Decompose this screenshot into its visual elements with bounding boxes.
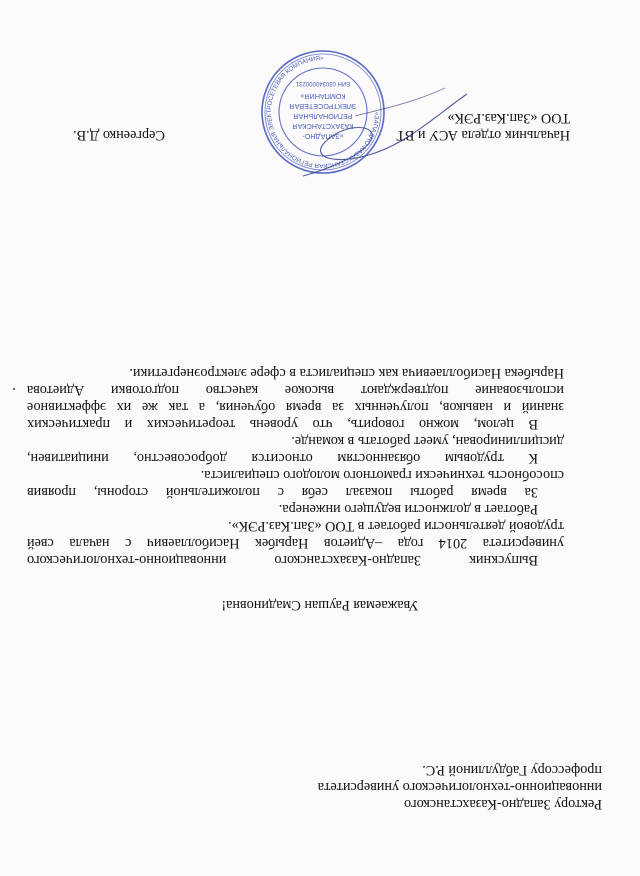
- body-line: Выпускник Западно-Казахстанского инновационно-технологического: [27, 552, 538, 568]
- seal-center-text: РЕГИОНАЛЬНАЯ: [293, 112, 353, 121]
- addressee-line: профессору Габдуллиной Р.С.: [422, 762, 602, 778]
- seal-ring-text: «ЗАПАДНО-КАЗАХСТАНСКАЯ РЕГИОНАЛЬНАЯ ЭЛЕКТРОСЕТЕВАЯ КОМПАНИЯ»: [265, 54, 381, 170]
- addressee-line: инновационно-технологического университета: [317, 779, 602, 795]
- body-line: За время работы показал себя с положительной стороны, проявив: [27, 484, 538, 500]
- body-line: знаний и навыков, полученных за время обучения, а так же их эффективное: [27, 399, 564, 415]
- body-line: способность технически грамотного молодого специалиста.: [200, 467, 564, 483]
- body-line: университета 2014 года –Адиетов Нарыбек Насиболлаевич с начала свей: [27, 535, 564, 551]
- signer-title-line: ТОО «Зап.Каз.РЭК»: [447, 110, 570, 126]
- seal-center-text: КОМПАНИЯ»: [300, 92, 346, 101]
- letter-body: [27, 364, 564, 568]
- body-line: Работает в должности ведущего инженера.: [278, 501, 538, 517]
- body-line: трудовой деятельности работает в ТОО «Зап.Каз.РЭК».: [228, 518, 564, 534]
- seal-bin-text: БИН 030340000231: [295, 80, 351, 86]
- seal-center-text: КАЗАХСТАНСКАЯ: [292, 122, 354, 131]
- scan-speck: [13, 388, 15, 390]
- body-line: дисциплинирован, умеет работать в команде.: [291, 433, 564, 449]
- signer-title-line: Начальник отдела АСУ и ВТ: [396, 127, 570, 143]
- addressee-line: Ректору Западно-Казахстанского: [404, 796, 602, 812]
- addressee-block: [302, 761, 602, 812]
- salutation: Уважаемая Раушан Смадиновна!: [221, 597, 419, 613]
- body-line: К трудовым обязанностям относится добросовестно, инициативен,: [27, 450, 538, 466]
- seal-center-text: ЭЛЕКТРОСЕТЕВАЯ: [289, 102, 357, 111]
- company-seal: [259, 48, 387, 176]
- body-line: В целом, можно говорить, что уровень теоретических и практических: [27, 416, 538, 432]
- body-line: Нарыбека Насиболлаевича как специалиста в сфере электроэнергетики.: [129, 365, 564, 381]
- signer-name: Сергеенко Д.В.: [73, 127, 165, 143]
- body-line: использование подтверждают высокое качество подготовки Адиетова: [27, 382, 564, 398]
- seal-center-text: «ЗАПАДНО-: [302, 132, 344, 141]
